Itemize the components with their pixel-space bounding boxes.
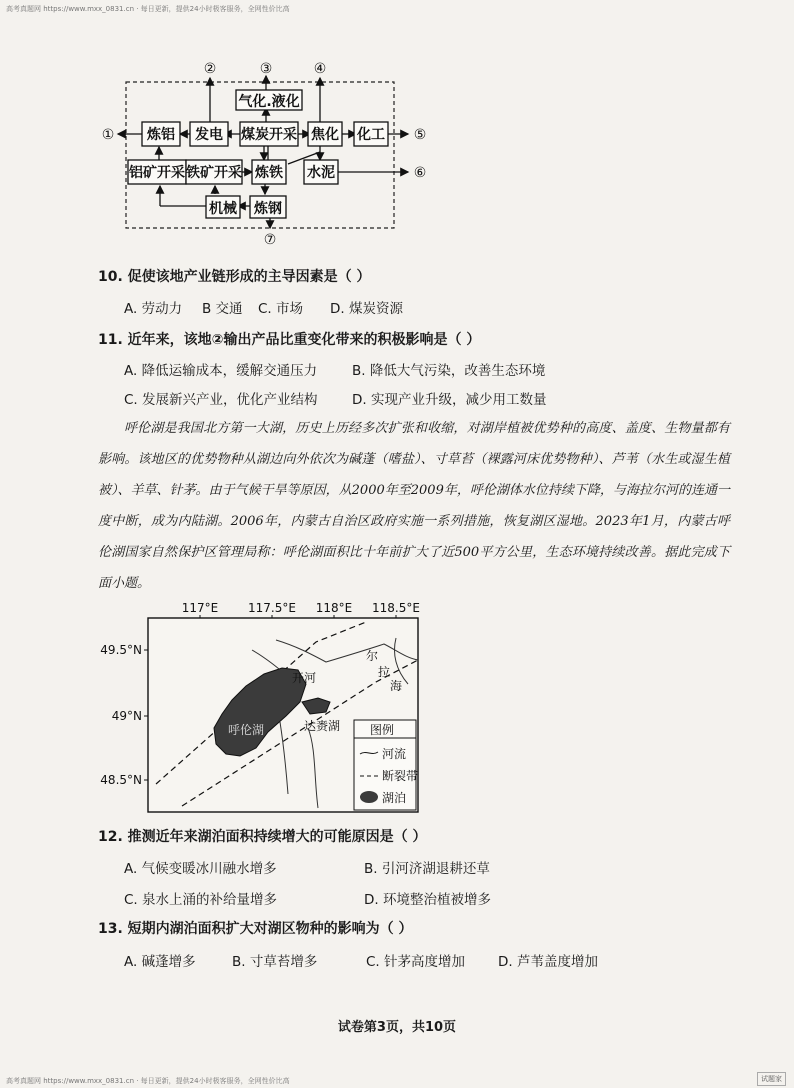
box-steel-label: 炼钢	[254, 201, 282, 217]
industry-chain-flowchart	[90, 56, 440, 252]
q11-option-c: C. 发展新兴产业，优化产业结构	[124, 392, 318, 408]
output-2: ②	[203, 61, 217, 77]
q11-option-d: D. 实现产业升级，减少用工数量	[352, 392, 547, 408]
box-bauxite-label: 铝矿开采	[129, 165, 185, 181]
box-chemical-label: 化工	[357, 127, 385, 143]
lon-label-118-5: 118.5°E	[372, 601, 420, 615]
q10-option-c: C. 市场	[258, 301, 304, 317]
q13-option-c: C. 针茅高度增加	[366, 954, 466, 970]
output-7: ⑦	[263, 232, 277, 248]
header-source-note: 高考真题网 https://www.mxx_0831.cn · 每日更新，提供24小时极客服务，全网性价比高	[6, 5, 290, 13]
output-5: ⑤	[413, 127, 427, 143]
box-coal-label: 煤炭开采	[241, 127, 297, 143]
box-power-label: 发电	[195, 127, 223, 143]
q11-option-b: B. 降低大气污染，改善生态环境	[352, 363, 546, 379]
q12-option-b: B. 引河济湖退耕还草	[364, 861, 490, 877]
label-hai: 海	[390, 679, 403, 693]
label-dalai: 达赉湖	[304, 719, 341, 733]
lat-label-48-5: 48.5°N	[100, 773, 142, 787]
lat-label-49-5: 49.5°N	[100, 643, 142, 657]
q12-stem: 12. 推测近年来湖泊面积持续增大的可能原因是（ ）	[98, 829, 427, 845]
q13-stem: 13. 短期内湖泊面积扩大对湖区物种的影响为（ ）	[98, 921, 413, 937]
footer-watermark: 试题家	[757, 1072, 786, 1086]
box-aluminum-label: 炼铝	[147, 127, 175, 143]
q11-stem: 11. 近年来，该地②输出产品比重变化带来的积极影响是（ ）	[98, 332, 481, 348]
box-iron-label: 炼铁	[255, 165, 283, 181]
legend-lake-symbol	[360, 791, 378, 803]
legend-lake-label: 湖泊	[382, 791, 407, 805]
q10-stem: 10. 促使该地产业链形成的主导因素是（ ）	[98, 269, 371, 285]
hulun-lake-map	[96, 598, 436, 820]
q11-option-a: A. 降低运输成本，缓解交通压力	[124, 363, 318, 379]
label-kaihe: 开河	[292, 671, 317, 685]
output-4: ④	[313, 61, 327, 77]
page-number: 试卷第3页，共10页	[337, 1020, 457, 1035]
q10-option-d: D. 煤炭资源	[330, 301, 403, 317]
q13-option-a: A. 碱蓬增多	[124, 954, 196, 970]
q12-option-c: C. 泉水上涌的补给量增多	[124, 892, 278, 908]
label-hulun: 呼伦湖	[228, 723, 265, 737]
label-la: 拉	[378, 665, 391, 679]
lon-label-117: 117°E	[181, 601, 219, 615]
q13-option-b: B. 寸草苔增多	[232, 954, 318, 970]
reading-passage: 呼伦湖是我国北方第一大湖，历史上历经多次扩张和收缩，对湖岸植被优势种的高度、盖度、生物量都有影响。该地区的优势物种从湖边向外依次为碱蓬（嗜盐）、寸草苔（裸露河床优势物种）、芦苇（水生或湿生植被）、羊草、针茅。由于气候干旱等原因，从2000年至2009年，呼伦湖体水位持续下降，与海拉尔河的连通一度中断，成为内陆湖。2006年，内蒙古自治区政府实施一系列措施，恢复湖区湿地。2023年1月，内蒙古呼伦湖国家自然保护区管理局称：呼伦湖面积比十年前扩大了近500平方公里，生态环境持续改善。据此完成下面小题。	[98, 421, 730, 591]
box-gas-liquefy-label: 气化.液化	[238, 94, 300, 110]
footer-source-note: 高考真题网 https://www.mxx_0831.cn · 每日更新，提供24小时极客服务，全网性价比高	[6, 1077, 290, 1085]
box-machinery-label: 机械	[209, 201, 237, 217]
output-1: ①	[101, 127, 115, 143]
box-iron-ore-label: 铁矿开采	[186, 165, 242, 181]
output-6: ⑥	[413, 165, 427, 181]
output-3: ③	[259, 61, 273, 77]
q10-option-a: A. 劳动力	[124, 301, 183, 317]
q12-option-d: D. 环境整治植被增多	[364, 892, 491, 908]
lat-label-49: 49°N	[111, 709, 142, 723]
legend-river-label: 河流	[382, 747, 407, 761]
box-cement-label: 水泥	[307, 165, 335, 181]
box-coking-label: 焦化	[311, 127, 339, 143]
q13-option-d: D. 芦苇盖度增加	[498, 954, 598, 970]
legend-fault-label: 断裂带	[382, 769, 419, 783]
legend-title: 图例	[370, 723, 395, 737]
q10-option-b: B 交通	[202, 301, 243, 317]
q12-option-a: A. 气候变暖冰川融水增多	[124, 861, 277, 877]
label-er: 尔	[366, 649, 379, 663]
lon-label-117-5: 117.5°E	[248, 601, 296, 615]
lon-label-118: 118°E	[315, 601, 353, 615]
